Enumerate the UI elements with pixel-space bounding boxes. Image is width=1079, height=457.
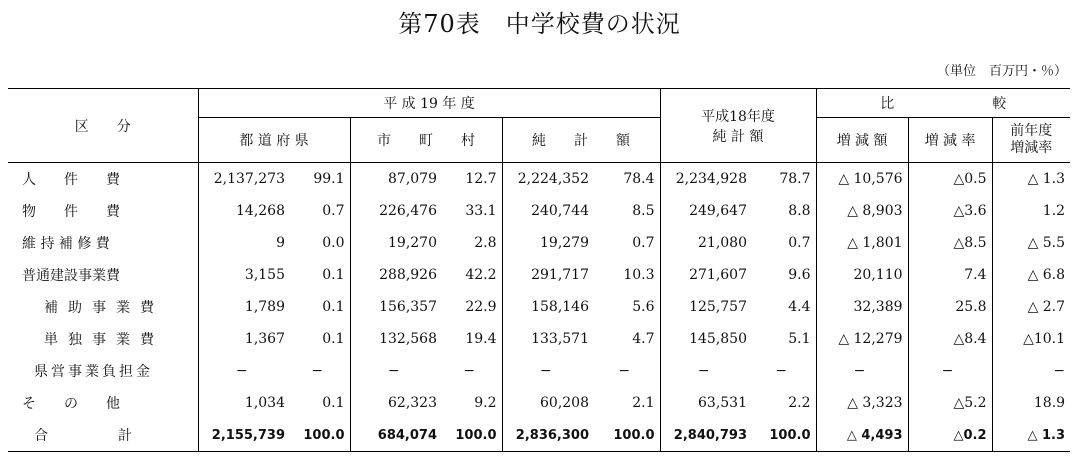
table-row: 維 持 補 修 費 9 0.0 19,270 2.8 19,279 0.7 21,080 0.7 △ 1,801 △8.5 △ 5.5 <box>8 227 1070 259</box>
header-zennendo: 前年度 増減率 <box>992 118 1070 163</box>
header-shichoson: 市 町 村 <box>350 118 502 163</box>
header-h18: 平成18年度 純 計 額 <box>660 89 816 163</box>
table-row: 物 件 費 14,268 0.7 226,476 33.1 240,744 8.5 249,647 8.8 △ 8,903 △3.6 1.2 <box>8 195 1070 227</box>
row-label: 補助事業費 <box>8 291 198 323</box>
row-label: 維 持 補 修 費 <box>8 227 198 259</box>
header-h19: 平 成 19 年 度 <box>198 89 660 118</box>
row-label: 物 件 費 <box>8 195 198 227</box>
table-row: 人 件 費 2,137,273 99.1 87,079 12.7 2,224,352 78.4 2,234,928 78.7 △ 10,576 △0.5 △ 1.3 <box>8 163 1070 196</box>
header-todofuken: 都 道 府 県 <box>198 118 350 163</box>
table-row: 補助事業費 1,789 0.1 156,357 22.9 158,146 5.6 125,757 4.4 32,389 25.8 △ 2.7 <box>8 291 1070 323</box>
header-zougen-gaku: 増 減 額 <box>816 118 908 163</box>
row-label: 合 計 <box>8 419 198 452</box>
row-label: 人 件 費 <box>8 163 198 196</box>
header-kubun: 区 分 <box>8 89 198 163</box>
table-row: 普通建設事業費 3,155 0.1 288,926 42.2 291,717 10.3 271,607 9.6 20,110 7.4 △ 6.8 <box>8 259 1070 291</box>
unit-label: （単位 百万円・％） <box>936 64 1067 79</box>
table-title: 第70表 中学校費の状況 <box>398 10 681 38</box>
table-row: 単独事業費 1,367 0.1 132,568 19.4 133,571 4.7 145,850 5.1 △ 12,279 △8.4 △10.1 <box>8 323 1070 355</box>
row-label: 単独事業費 <box>8 323 198 355</box>
row-label: 普通建設事業費 <box>8 259 198 291</box>
header-hikaku: 比 較 <box>816 89 1070 118</box>
total-row: 合 計 2,155,739 100.0 684,074 100.0 2,836,300 100.0 2,840,793 100.0 △ 4,493 △0.2 △ 1.3 <box>8 419 1070 452</box>
school-expense-table <box>8 88 1070 452</box>
header-junkei: 純 計 額 <box>502 118 660 163</box>
header-zougen-ritsu: 増 減 率 <box>908 118 992 163</box>
table-row: そ の 他 1,034 0.1 62,323 9.2 60,208 2.1 63,531 2.2 △ 3,323 △5.2 18.9 <box>8 387 1070 419</box>
row-label: そ の 他 <box>8 387 198 419</box>
row-label: 県営事業負担金 <box>8 355 198 387</box>
table-row: 県営事業負担金 − − − − − − − − − − − <box>8 355 1070 387</box>
